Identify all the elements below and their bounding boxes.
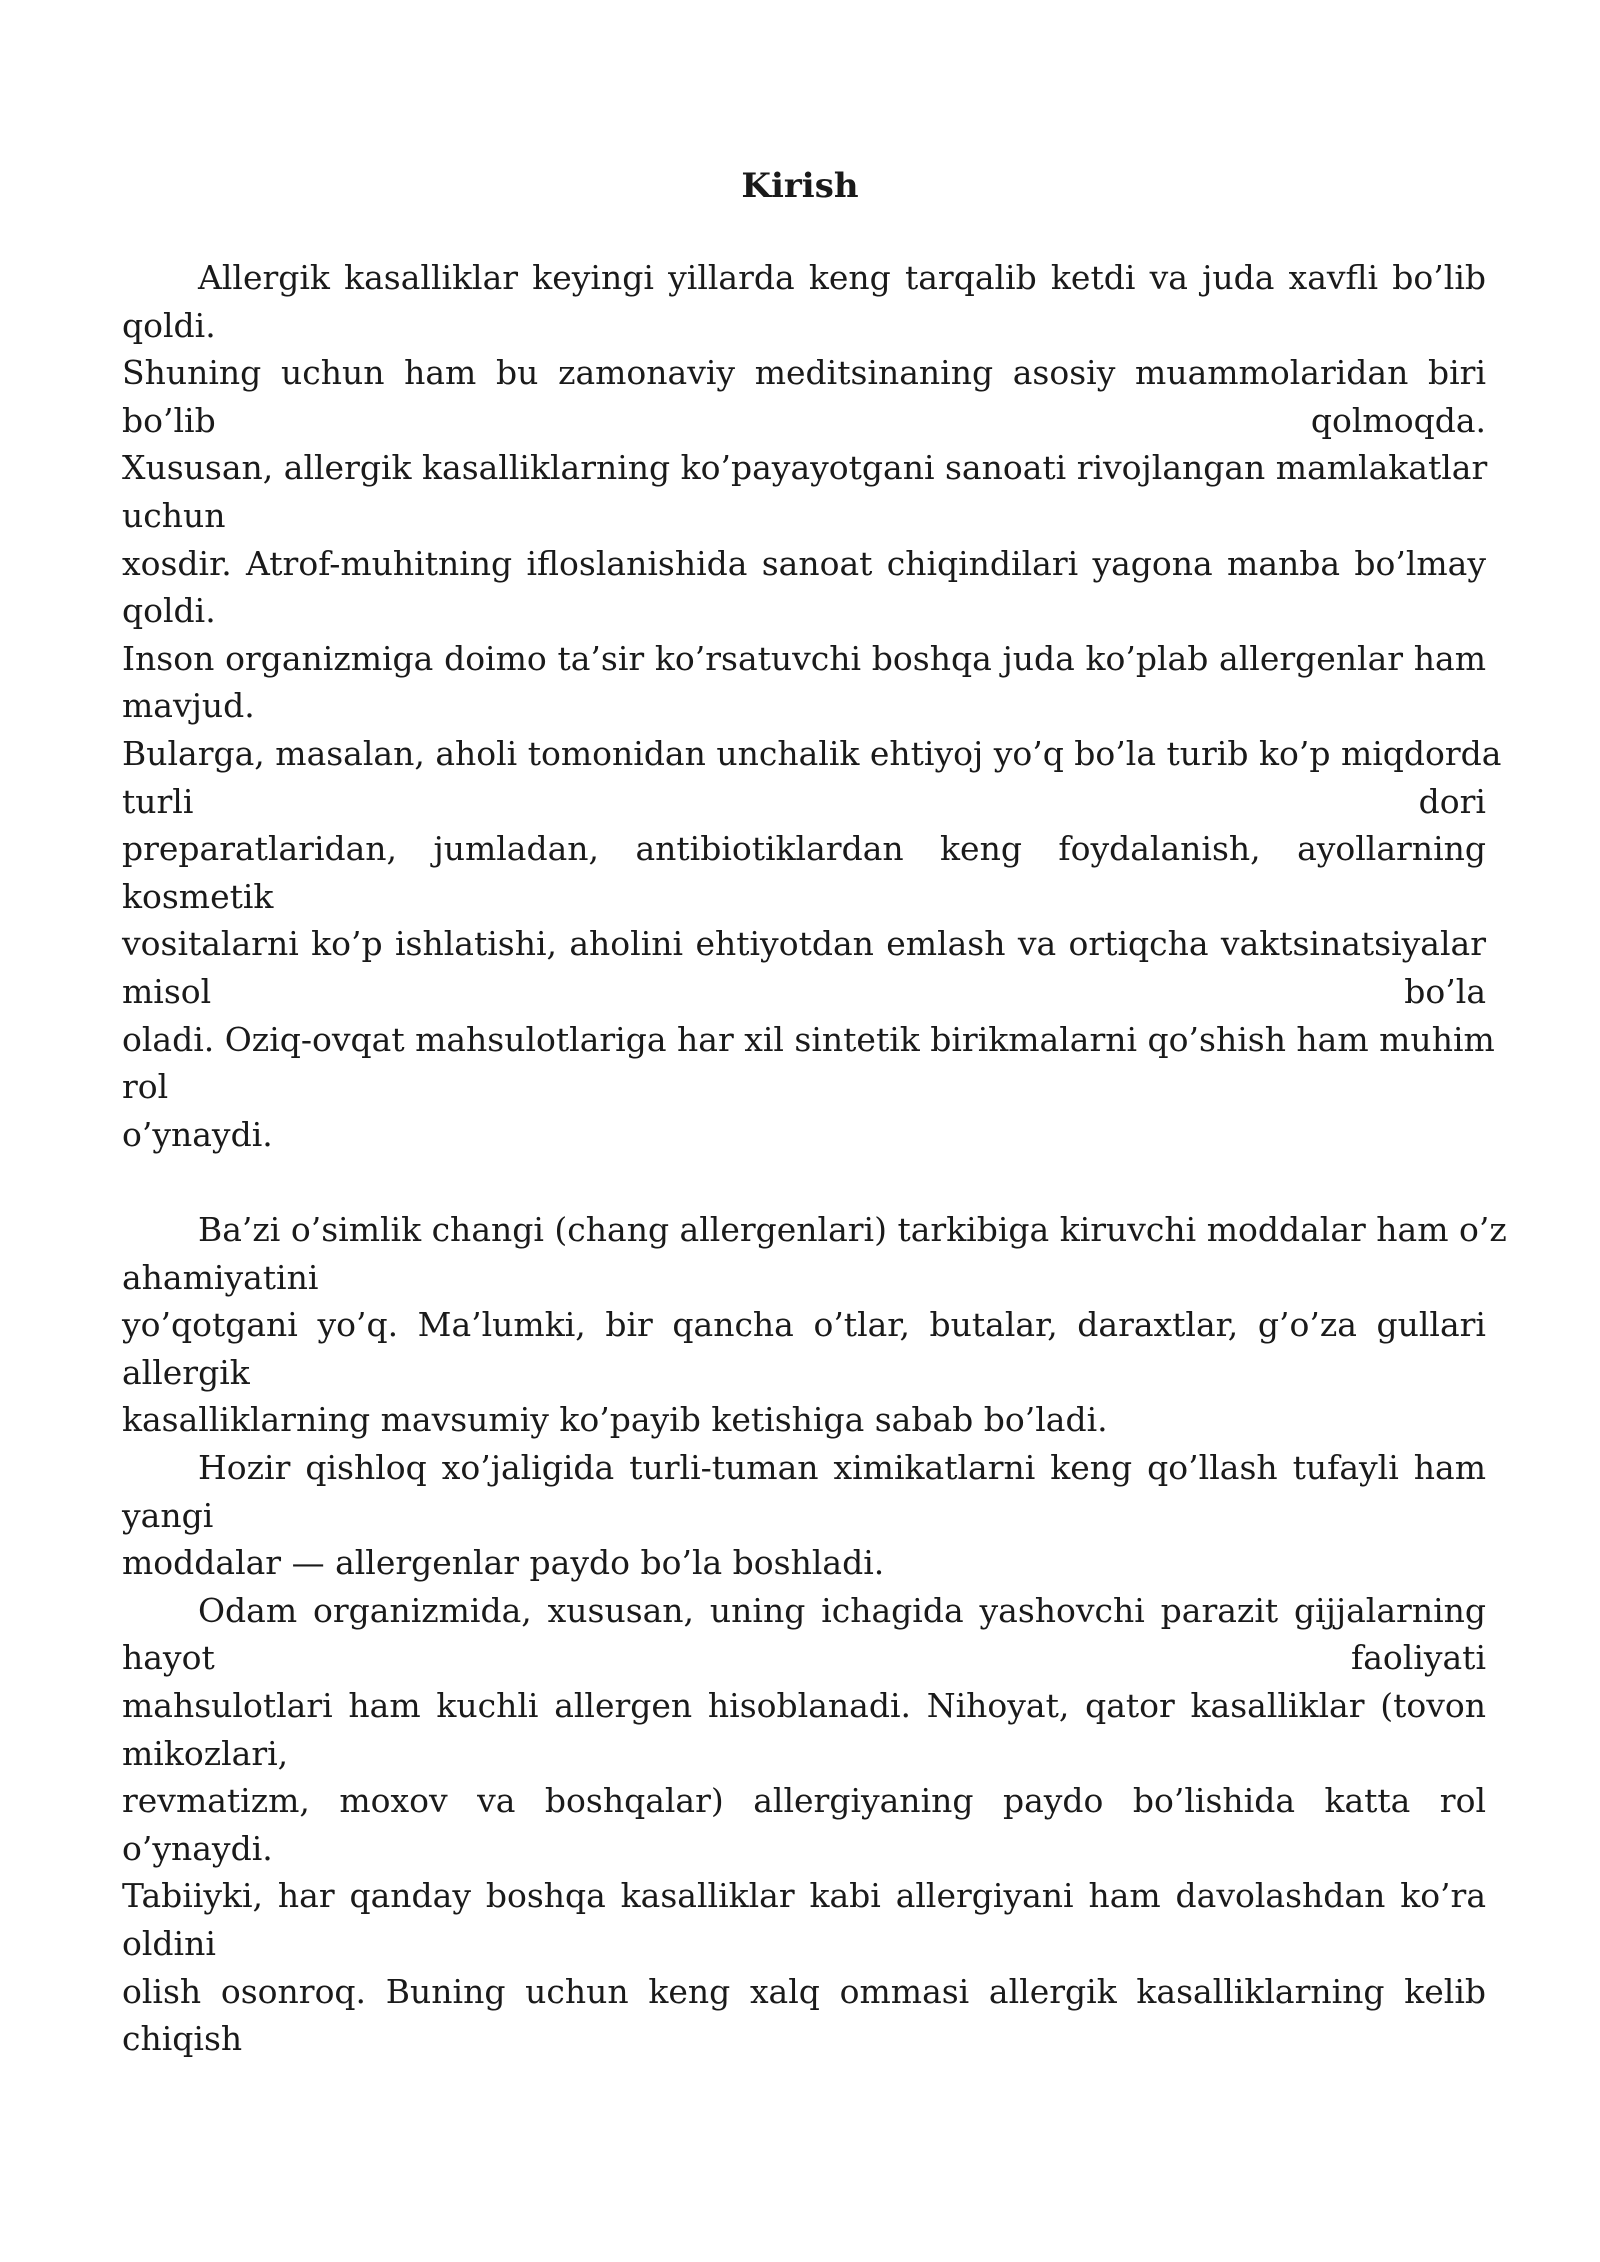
text-line: qoldi.: [122, 591, 216, 630]
blank-line: [122, 1162, 1486, 1202]
text-line: oladi. Oziq-ovqat mahsulotlariga har xil sintetik birikmalarni qo’shish ham muhim: [122, 1020, 1495, 1059]
text-line: allergik: [122, 1353, 250, 1392]
text-line: Inson organizmiga doimo ta’sir ko’rsatuvchi boshqa juda ko’plab allergenlar ham: [122, 639, 1486, 678]
text-line: olish osonroq. Buning uchun keng xalq ommasi allergik kasalliklarning kelib: [122, 1972, 1486, 2011]
text-line: misol bo’la: [122, 972, 1486, 1011]
text-line: revmatizm, moxov va boshqalar) allergiyaning paydo bo’lishida katta rol: [122, 1781, 1486, 1820]
text-line: ahamiyatini: [122, 1258, 319, 1297]
text-line: vositalarni ko’p ishlatishi, aholini ehtiyotdan emlash va ortiqcha vaktsinatsiyalar: [122, 924, 1486, 963]
text-line: xosdir. Atrof-muhitning ifloslanishida sanoat chiqindilari yagona manba bo’lmay: [122, 544, 1486, 583]
text-line: rol: [122, 1067, 169, 1106]
text-line: Allergik kasalliklar keyingi yillarda keng tarqalib ketdi va juda xavfli bo’lib: [198, 258, 1486, 297]
text-line: mavjud.: [122, 686, 255, 725]
text-line: hayot faoliyati: [122, 1638, 1486, 1677]
text-line: yo’qotgani yo’q. Ma’lumki, bir qancha o’tlar, butalar, daraxtlar, g’o’za gullari: [122, 1305, 1486, 1344]
text-line: o’ynaydi.: [122, 1115, 273, 1154]
text-line: Bularga, masalan, aholi tomonidan unchalik ehtiyoj yo’q bo’la turib ko’p miqdorda: [122, 734, 1502, 773]
text-line: kosmetik: [122, 877, 274, 916]
text-line: Xususan, allergik kasalliklarning ko’payayotgani sanoati rivojlangan mamlakatlar: [122, 448, 1488, 487]
text-line: yangi: [122, 1496, 214, 1535]
text-line: Shuning uchun ham bu zamonaviy meditsinaning asosiy muammolaridan biri: [122, 353, 1486, 392]
text-line: kasalliklarning mavsumiy ko’payib ketishiga sabab bo’ladi.: [122, 1400, 1108, 1439]
text-line: Tabiiyki, har qanday boshqa kasalliklar kabi allergiyani ham davolashdan ko’ra: [122, 1876, 1486, 1915]
text-line: mahsulotlari ham kuchli allergen hisoblanadi. Nihoyat, qator kasalliklar (tovon: [122, 1686, 1486, 1725]
text-line: oldini: [122, 1924, 216, 1963]
text-line: qoldi.: [122, 306, 216, 345]
text-line: o’ynaydi.: [122, 1829, 273, 1868]
text-line: bo’lib qolmoqda.: [122, 401, 1486, 440]
text-line: mikozlari,: [122, 1734, 289, 1773]
page-title: Kirish: [741, 166, 859, 206]
text-line: moddalar — allergenlar paydo bo’la boshladi.: [122, 1543, 885, 1582]
text-line: preparatlaridan, jumladan, antibiotiklardan keng foydalanish, ayollarning: [122, 829, 1486, 868]
text-line: Hozir qishloq xo’jaligida turli-tuman ximikatlarni keng qo’llash tufayli ham: [198, 1448, 1486, 1487]
text-line: chiqish: [122, 2019, 243, 2058]
text-line: turli dori: [122, 782, 1486, 821]
text-line: Odam organizmida, xususan, uning ichagida yashovchi parazit gijjalarning: [198, 1591, 1486, 1630]
text-line: Ba’zi o’simlik changi (chang allergenlari) tarkibiga kiruvchi moddalar ham o’z: [198, 1210, 1507, 1249]
text-line: uchun: [122, 496, 226, 535]
